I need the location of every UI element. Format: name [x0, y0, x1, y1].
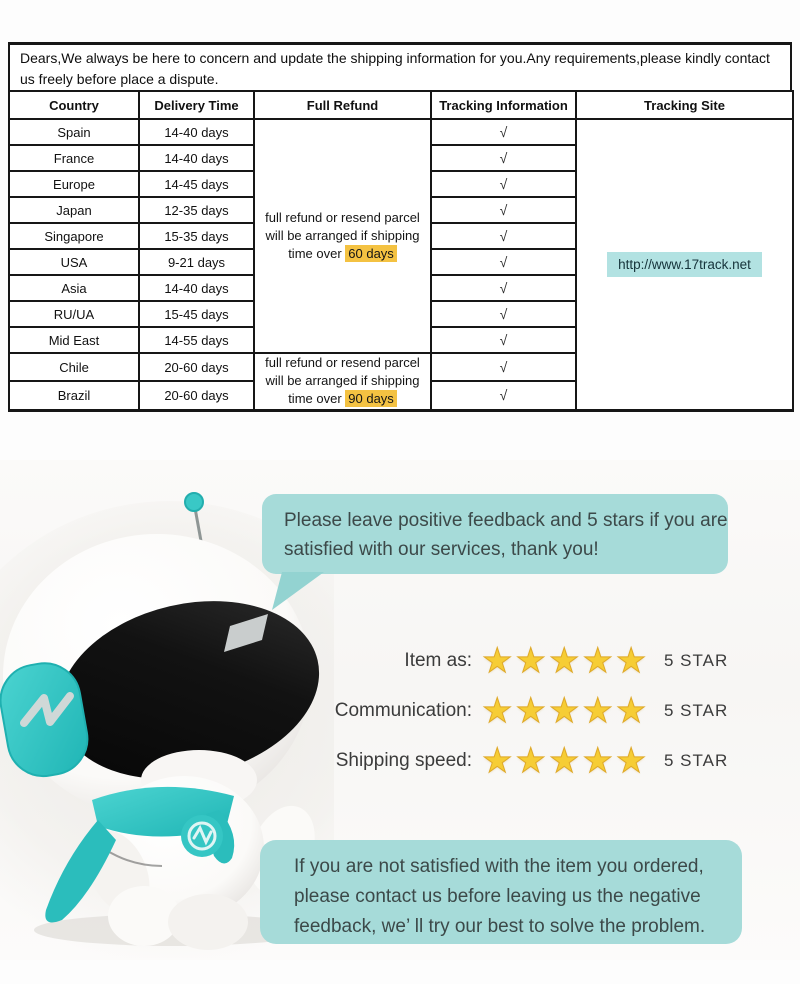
header-full-refund: Full Refund — [254, 91, 431, 119]
delivery-cell: 14-40 days — [139, 119, 254, 145]
checkmark-icon: √ — [499, 124, 508, 140]
checkmark-icon: √ — [499, 306, 508, 322]
table-row — [9, 119, 793, 145]
delivery-cell: 12-35 days — [139, 197, 254, 223]
delivery-cell: 15-35 days — [139, 223, 254, 249]
tracking-cell — [431, 145, 576, 171]
country-cell: Mid East — [9, 327, 139, 353]
country-cell: Europe — [9, 171, 139, 197]
footer-note-line: please contact us before leaving us the negative — [294, 886, 701, 907]
country-cell: Brazil — [9, 381, 139, 410]
rating-label: Shipping speed: — [335, 750, 472, 771]
feedback-speech-bubble — [262, 494, 728, 574]
star-icons: ★★★★★ — [482, 742, 650, 780]
rating-row-shipping-speed — [0, 736, 748, 786]
tracking-cell — [431, 249, 576, 275]
delivery-cell: 14-55 days — [139, 327, 254, 353]
tracking-cell — [431, 301, 576, 327]
delivery-cell: 14-40 days — [139, 275, 254, 301]
table-header-row — [9, 91, 793, 119]
header-tracking-information: Tracking Information — [431, 91, 576, 119]
footer-note-line: If you are not satisfied with the item you ordered, — [294, 856, 704, 877]
country-cell: Asia — [9, 275, 139, 301]
tracking-cell — [431, 381, 576, 410]
tracking-cell — [431, 353, 576, 381]
delivery-cell: 15-45 days — [139, 301, 254, 327]
country-cell: France — [9, 145, 139, 171]
shipping-table — [8, 90, 794, 412]
tracking-site-link[interactable]: http://www.17track.net — [607, 252, 762, 277]
delivery-cell: 9-21 days — [139, 249, 254, 275]
rating-caption: 5 STAR — [664, 701, 729, 720]
refund-policy-cell — [254, 119, 431, 353]
refund-days-highlight: 90 days — [345, 390, 397, 407]
delivery-cell: 14-40 days — [139, 145, 254, 171]
delivery-cell: 20-60 days — [139, 381, 254, 410]
tracking-cell — [431, 223, 576, 249]
dissatisfaction-note — [260, 840, 742, 944]
checkmark-icon: √ — [499, 254, 508, 270]
checkmark-icon: √ — [499, 332, 508, 348]
checkmark-icon: √ — [499, 228, 508, 244]
country-cell: Japan — [9, 197, 139, 223]
refund-text: full refund or resend parcel will be arranged if shipping time over — [265, 209, 420, 262]
header-delivery-time: Delivery Time — [139, 91, 254, 119]
country-cell: USA — [9, 249, 139, 275]
checkmark-icon: √ — [499, 387, 508, 404]
country-cell: Spain — [9, 119, 139, 145]
bubble-line: satisfied with our services, thank you! — [284, 539, 599, 560]
ratings-section — [0, 636, 748, 786]
star-icons: ★★★★★ — [482, 692, 650, 730]
delivery-cell: 20-60 days — [139, 353, 254, 381]
bubble-line: Please leave positive feedback and 5 stars if you are — [284, 510, 728, 531]
country-cell: RU/UA — [9, 301, 139, 327]
rating-label: Communication: — [334, 700, 472, 721]
checkmark-icon: √ — [499, 150, 508, 166]
tracking-site-cell — [576, 119, 793, 410]
tracking-cell — [431, 119, 576, 145]
checkmark-icon: √ — [499, 202, 508, 218]
tracking-cell — [431, 197, 576, 223]
star-icons: ★★★★★ — [482, 642, 650, 680]
refund-policy-cell — [254, 353, 431, 410]
header-country: Country — [9, 91, 139, 119]
speech-bubble-tail — [272, 572, 324, 610]
refund-days-highlight: 60 days — [345, 245, 397, 262]
delivery-cell: 14-45 days — [139, 171, 254, 197]
rating-caption: 5 STAR — [664, 751, 729, 770]
tracking-cell — [431, 327, 576, 353]
rating-label: Item as: — [404, 650, 472, 671]
country-cell: Singapore — [9, 223, 139, 249]
tracking-cell — [431, 171, 576, 197]
rating-row-communication — [0, 686, 748, 736]
checkmark-icon: √ — [499, 176, 508, 192]
refund-text: full refund or resend parcel will be arranged if shipping time over — [265, 355, 420, 407]
country-cell: Chile — [9, 353, 139, 381]
shipping-notice: Dears,We always be here to concern and update the shipping information for you.Any requirements,please kindly contact us freely before place a dispute. — [8, 42, 792, 92]
header-tracking-site: Tracking Site — [576, 91, 793, 119]
rating-row-item-as — [0, 636, 748, 686]
checkmark-icon: √ — [499, 359, 508, 376]
rating-caption: 5 STAR — [664, 651, 729, 670]
footer-note-line: feedback, we’ ll try our best to solve the problem. — [294, 916, 706, 937]
tracking-cell — [431, 275, 576, 301]
checkmark-icon: √ — [499, 280, 508, 296]
